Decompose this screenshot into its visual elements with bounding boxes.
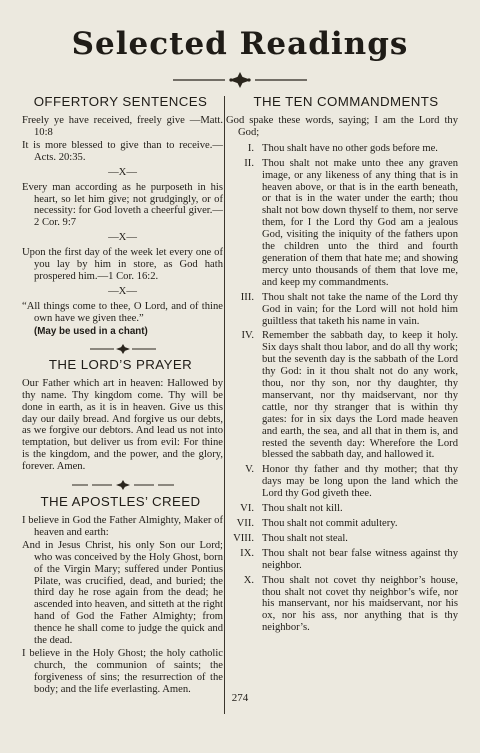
lords-prayer-heading: THE LORD’S PRAYER <box>48 356 193 372</box>
commandment-number: VII. <box>236 518 254 529</box>
separator: —X— <box>108 166 137 178</box>
commandment-number: X. <box>243 574 254 586</box>
offertory-heading: OFFERTORY SENTENCES <box>33 94 208 109</box>
commandment-text: Thou shalt have no other gods before me. <box>262 142 438 154</box>
commandment-number: V. <box>245 464 254 476</box>
right-column <box>226 92 458 637</box>
commandment-number: VIII. <box>233 532 254 544</box>
creed-paragraph: I believe in God the Father Almighty, Maker of heaven and earth: <box>22 515 223 538</box>
commandments-heading: THE TEN COMMANDMENTS <box>253 94 439 109</box>
commandment-text: Thou shalt not commit adultery. <box>262 518 398 529</box>
offertory-sentence: Upon the first day of the week let every one of you lay by him in store, as God hath prospered him.—1 Cor. 16:2. <box>22 247 223 283</box>
commandment-text: Thou shalt not covet thy neighbor’s house, thou shalt not covet thy neighbor’s wife, nor his manservant, nor his maidservant, nor his ox, nor his ass, nor anything that is thy neighbor’s. <box>262 574 458 634</box>
chant-note: (May be used in a chant) <box>34 325 148 337</box>
commandment-number: II. <box>244 157 254 169</box>
fleuron-ornament-icon <box>171 70 309 90</box>
page-title: Selected Readings <box>71 26 409 62</box>
commandment-text: Thou shalt not steal. <box>262 532 348 544</box>
commandment-text: Thou shalt not kill. <box>262 503 343 515</box>
commandment-item <box>226 292 458 328</box>
commandment-text: Honor thy father and thy mother; that thy days may be long upon the land which the Lord thy God giveth thee. <box>262 464 458 500</box>
left-column <box>22 92 223 697</box>
commandment-text: Remember the sabbath day, to keep it holy. Six days shalt thou labor, and do all thy work; but the seventh day is the sabbath of the Lord thy God: in it thou shalt not do any work, thou, nor thy son, nor thy daughter, thy manservant, nor thy maidservant, nor thy cattle, nor thy stranger that is within thy gates: for in six days the Lord made heaven and earth, the sea, and all that in them is, and rested the seventh day: Wherefore the Lord blessed the sabbath day, and hallowed it. <box>262 330 458 461</box>
commandment-item <box>226 575 458 635</box>
separator: —X— <box>108 232 137 244</box>
commandment-text: Thou shalt not bear false witness against thy neighbor. <box>262 547 458 571</box>
commandment-item <box>226 158 458 289</box>
creed-paragraph: And in Jesus Christ, his only Son our Lord; who was conceived by the Holy Ghost, born of the Virgin Mary; suffered under Pontius Pilate, was crucified, dead, and buried; the third day he rose again from the dead; he ascended into heaven, and sitteth at the right hand of God the Father Almighty; from thence he shall come to judge the quick and the dead. <box>22 539 223 647</box>
commandment-number: I. <box>247 142 254 154</box>
lords-prayer-text: Our Father which art in heaven: Hallowed by thy name. Thy kingdom come. Thy will be done in earth, as it is in heaven. Give us this day our daily bread. And forgive us our debts, as we forgive our debtors. And lead us not into temptation, but deliver us from evil: For thine is the kingdom, and the power, and the glory, forever. Amen. <box>22 377 223 473</box>
commandment-number: IX. <box>240 547 254 559</box>
column-divider <box>224 96 225 714</box>
commandments-intro: God spake these words, saying; I am the Lord thy God; <box>226 115 458 138</box>
fleuron-ornament-icon <box>88 343 158 355</box>
offertory-sentence: It is more blessed to give than to receive.—Acts. 20:35. <box>22 139 223 163</box>
page-number: 274 <box>231 692 249 704</box>
commandment-item <box>226 503 458 515</box>
commandment-item <box>226 518 458 530</box>
offertory-sentence: “All things come to thee, O Lord, and of thine own have we given thee.” <box>22 300 223 324</box>
separator: —X— <box>108 285 137 297</box>
commandment-item <box>226 330 458 461</box>
commandment-number: IV. <box>241 330 254 342</box>
commandments-list <box>226 143 458 634</box>
commandment-item <box>226 533 458 545</box>
creed-heading: THE APOSTLES’ CREED <box>40 494 201 510</box>
commandment-item <box>226 548 458 572</box>
commandment-number: III. <box>240 291 254 303</box>
fleuron-ornament-icon <box>68 479 178 491</box>
commandment-text: Thou shalt not make unto thee any graven image, or any likeness of any thing that is in heaven above, or that is in the earth beneath, or that is in the water under the earth; thou shalt not bow down thyself to them, nor serve them, for I the Lord thy God am a jealous God, visiting the iniquity of the fathers upon the children unto the third and fourth generation of them that hate me; and showing mercy unto thousands of them that love me, and keep my commandments. <box>262 157 458 288</box>
offertory-sentence: Every man according as he purposeth in his heart, so let him give; not grudgingly, or of necessity: for God loveth a cheerful giver.—2 Cor. 9:7 <box>22 181 223 229</box>
commandment-item <box>226 464 458 500</box>
commandment-item <box>226 143 458 155</box>
commandment-number: VI. <box>240 503 254 515</box>
creed-paragraph: I believe in the Holy Ghost; the holy catholic church, the communion of saints; the forgiveness of sins; the resurrection of the body; and the life everlasting. Amen. <box>22 648 223 695</box>
commandment-text: Thou shalt not take the name of the Lord thy God in vain; for the Lord will not hold him guiltless that taketh his name in vain. <box>262 291 458 327</box>
offertory-sentence: Freely ye have received, freely give —Matt. 10:8 <box>22 115 223 138</box>
